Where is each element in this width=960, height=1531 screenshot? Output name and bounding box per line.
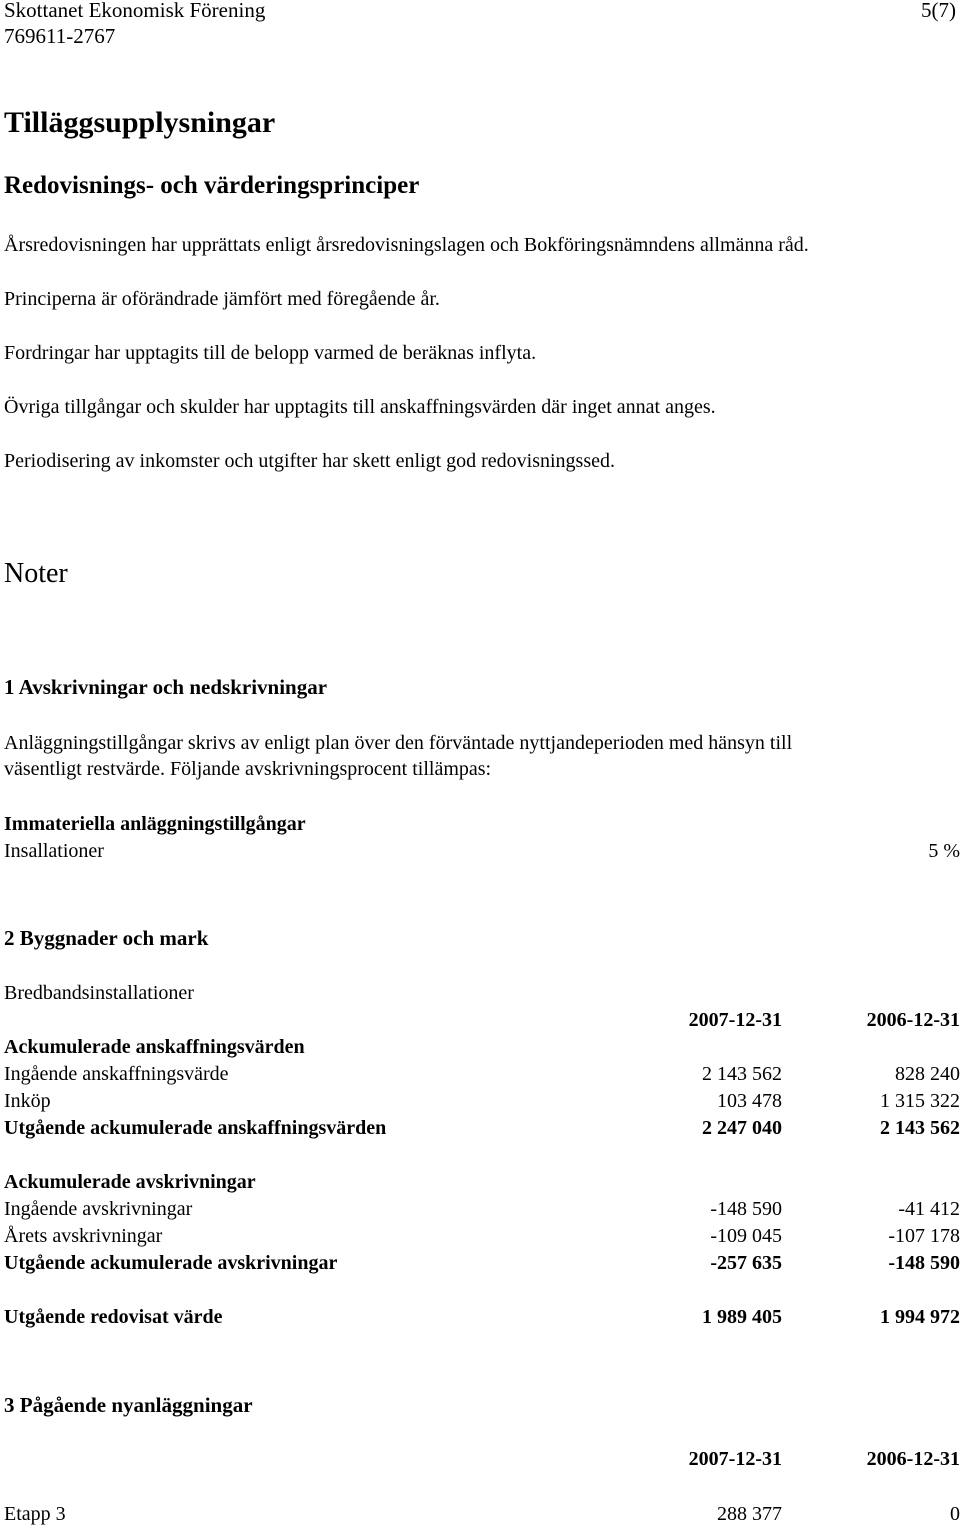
row-label: Ackumulerade anskaffningsvärden xyxy=(4,1036,305,1058)
row-value-2006: -107 178 xyxy=(888,1225,960,1247)
table-row xyxy=(4,1225,960,1251)
note1-text-line2: väsentligt restvärde. Följande avskrivningsprocent tillämpas: xyxy=(4,758,492,780)
row-value-2006: 828 240 xyxy=(895,1063,960,1085)
principles-paragraph: Årsredovisningen har upprättats enligt årsredovisningslagen och Bokföringsnämndens allmänna råd. xyxy=(4,234,809,256)
note1-heading: 1 Avskrivningar och nedskrivningar xyxy=(4,675,328,699)
note1-subheading: Immateriella anläggningstillgångar xyxy=(4,813,306,835)
row-value-2006: -148 590 xyxy=(888,1252,960,1274)
table-row xyxy=(4,1036,960,1062)
row-value-2007: -148 590 xyxy=(710,1198,782,1220)
row-value-2006: 2 143 562 xyxy=(880,1117,960,1139)
principles-paragraph: Periodisering av inkomster och utgifter har skett enligt god redovisningssed. xyxy=(4,450,615,472)
row-label: Ingående avskrivningar xyxy=(4,1198,193,1220)
org-number: 769611-2767 xyxy=(4,24,116,48)
row-value-2007: 103 478 xyxy=(717,1090,782,1112)
row-value-2007: 2 247 040 xyxy=(702,1117,782,1139)
note2-subtitle: Bredbandsinstallationer xyxy=(4,982,194,1004)
org-name: Skottanet Ekonomisk Förening xyxy=(4,0,266,22)
principles-paragraph: Fordringar har upptagits till de belopp varmed de beräknas inflyta. xyxy=(4,342,537,364)
row-value-2007: -257 635 xyxy=(710,1252,782,1274)
row-label: Inköp xyxy=(4,1090,51,1112)
row-label: Årets avskrivningar xyxy=(4,1225,163,1247)
col-2007-header: 2007-12-31 xyxy=(688,1009,782,1031)
col-2006-header: 2006-12-31 xyxy=(866,1009,960,1031)
note1-item-label: Insallationer xyxy=(4,840,104,862)
table-row xyxy=(4,1171,960,1197)
note2-column-headers xyxy=(4,1009,960,1035)
row-value-2006: 1 994 972 xyxy=(880,1306,960,1328)
table-row xyxy=(4,1252,960,1278)
principles-paragraph: Principerna är oförändrade jämfört med föregående år. xyxy=(4,288,440,310)
row-label: Ingående anskaffningsvärde xyxy=(4,1063,229,1085)
note3-heading: 3 Pågående nyanläggningar xyxy=(4,1393,253,1417)
row-label: Utgående ackumulerade anskaffningsvärden xyxy=(4,1117,387,1139)
table-row xyxy=(4,1306,960,1332)
row-value-2006: 0 xyxy=(950,1503,960,1525)
row-value-2006: 1 315 322 xyxy=(880,1090,960,1112)
table-row xyxy=(4,1063,960,1089)
note3-column-headers xyxy=(4,1448,960,1474)
col-2006-header: 2006-12-31 xyxy=(866,1448,960,1470)
row-label: Etapp 3 xyxy=(4,1503,66,1525)
row-value-2007: 2 143 562 xyxy=(702,1063,782,1085)
table-row xyxy=(4,1090,960,1116)
page-number: 5(7) xyxy=(921,0,956,22)
note2-heading: 2 Byggnader och mark xyxy=(4,926,209,950)
row-label: Utgående redovisat värde xyxy=(4,1306,223,1328)
table-row xyxy=(4,1503,960,1529)
row-value-2006: -41 412 xyxy=(898,1198,960,1220)
row-value-2007: -109 045 xyxy=(710,1225,782,1247)
principles-heading: Redovisnings- och värderingsprinciper xyxy=(4,172,420,199)
table-row xyxy=(4,1117,960,1143)
row-value-2007: 288 377 xyxy=(717,1503,782,1525)
note1-item-value: 5 % xyxy=(928,840,960,862)
row-value-2007: 1 989 405 xyxy=(702,1306,782,1328)
principles-paragraph: Övriga tillgångar och skulder har upptagits till anskaffningsvärden där inget annat anges. xyxy=(4,396,716,418)
notes-heading: Noter xyxy=(4,558,68,589)
note1-text-line1: Anläggningstillgångar skrivs av enligt plan över den förväntade nyttjandeperioden med hänsyn till xyxy=(4,732,793,754)
row-label: Utgående ackumulerade avskrivningar xyxy=(4,1252,338,1274)
page-title: Tilläggsupplysningar xyxy=(4,106,276,139)
col-2007-header: 2007-12-31 xyxy=(688,1448,782,1470)
row-label: Ackumulerade avskrivningar xyxy=(4,1171,256,1193)
table-row xyxy=(4,1198,960,1224)
